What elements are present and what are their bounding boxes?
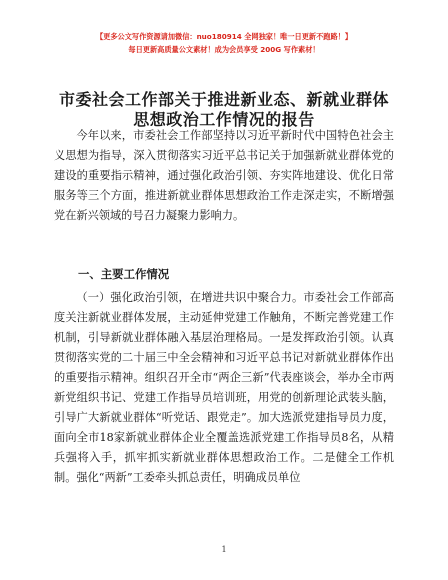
section-heading: 一、主要工作情况 xyxy=(78,267,170,281)
promo-banner-line-1: 【更多公文写作资源请加微信：nuo180914 全网独家！唯一日更新不跑路！】 xyxy=(95,32,353,41)
document-title-line-1: 市委社会工作部关于推进新业态、新就业群体 xyxy=(58,90,389,109)
page-number: 1 xyxy=(221,545,227,554)
intro-paragraph: 今年以来，市委社会工作部坚持以习近平新时代中国特色社会主义思想为指导，深入贯彻落实习近平总书记关于加强新就业群体党的建设的重要指示精神，通过强化政治引领、夯实阵地建设、优化日常服务等三个方面，推进新就业群体思想政治工作走深走实，不断增强党在新兴领域的号召力凝聚力影响力。 xyxy=(54,129,394,222)
promo-banner xyxy=(0,30,448,56)
document-title-line-2: 思想政治工作情况的报告 xyxy=(133,110,315,129)
section-paragraph: （一）强化政治引领，在增进共识中聚合力。市委社会工作部高度关注新就业群体发展，主动延伸党建工作触角，不断完善党建工作机制，引导新就业群体融入基层治理格局。一是发挥政治引领。认真贯彻落实党的二十届三中全会精神和习近平总书记对新就业群体作出的重要指示精神。组织召开全市“两企三新”代表座谈会，举办全市两新党组织书记、党建工作指导员培训班，用党的创新理论武装头脑，引导广大新就业群体“听党话、跟党走”。加大选派党建指导员力度，面向全市18家新就业群体企业全覆盖选派党建工作指导员8名，从精兵强将入手，抓牢抓实新就业群体思想政治工作。二是健全工作机制。强化“两新”工委牵头抓总责任，明确成员单位 xyxy=(54,291,394,484)
promo-banner-line-2: 每日更新高质量公文素材！成为会员享受 200G 写作素材！ xyxy=(128,45,320,54)
document-title xyxy=(0,90,448,130)
